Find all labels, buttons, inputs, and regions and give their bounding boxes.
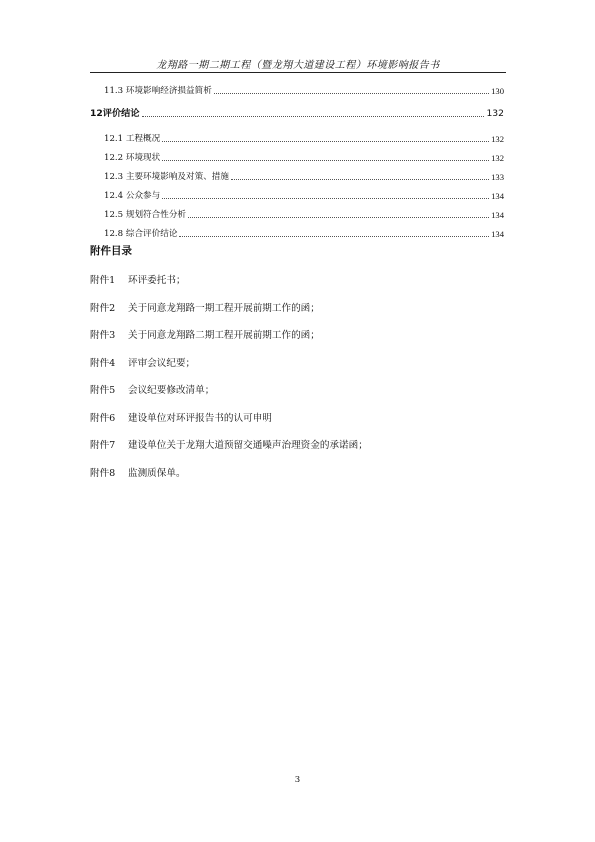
toc-entry-title: 12.5 规划符合性分析 [104,210,187,220]
toc-leader-dots [231,178,489,180]
toc-entry-chapter-12[interactable] [90,107,504,121]
toc-entry-page: 134 [491,191,504,201]
toc-entry-page: 132 [491,153,504,163]
appendix-item-label: 附件6 [90,413,116,424]
appendix-item-1 [90,272,186,286]
appendix-item-label: 附件7 [90,440,116,451]
toc-entry-page: 134 [491,210,504,220]
appendix-item-text: 关于同意龙翔路二期工程开展前期工作的函； [128,330,320,341]
toc-leader-dots [162,197,489,199]
toc-leader-dots [179,235,489,237]
toc-entry-title: 12.4 公众参与 [104,191,161,201]
toc-entry-page: 134 [491,229,504,239]
appendix-item-text: 建设单位对环评报告书的认可申明 [128,413,272,424]
appendix-item-label: 附件1 [90,275,116,286]
toc-entry-11-3[interactable] [90,84,504,98]
appendix-item-label: 附件2 [90,303,116,314]
appendix-item-8 [90,465,186,479]
appendix-item-label: 附件8 [90,468,116,479]
appendix-item-label: 附件3 [90,330,116,341]
toc-entry-title: 12.1 工程概况 [104,134,161,144]
toc-entry-title: 12.2 环境现状 [104,153,161,163]
page-header: 龙翔路一期二期工程（暨龙翔大道建设工程）环境影响报告书 [156,60,440,71]
toc-entry-page: 133 [491,172,504,182]
toc-entry-12-2[interactable] [90,151,504,165]
appendix-item-label: 附件5 [90,385,116,396]
toc-entry-12-8[interactable] [90,227,504,241]
toc-entry-12-4[interactable] [90,189,504,203]
appendix-item-4 [90,355,195,369]
toc-leader-dots [162,140,489,142]
appendix-item-6 [90,410,272,424]
page-number: 3 [294,775,301,785]
appendix-item-text: 建设单位关于龙翔大道预留交通噪声治理资金的承诺函； [128,440,368,451]
appendix-item-text: 环评委托书； [128,275,186,286]
toc-leader-dots [142,115,485,117]
toc-entry-12-5[interactable] [90,208,504,222]
appendix-heading: 附件目录 [90,245,132,257]
header-rule [90,72,506,73]
toc-entry-page: 132 [486,108,504,119]
toc-entry-12-1[interactable] [90,132,504,146]
toc-leader-dots [162,159,489,161]
appendix-item-7 [90,437,368,451]
toc-entry-title: 11.3 环境影响经济损益简析 [104,86,212,96]
appendix-item-2 [90,300,320,314]
toc-entry-page: 130 [491,86,504,96]
appendix-item-text: 关于同意龙翔路一期工程开展前期工作的函； [128,303,320,314]
appendix-item-3 [90,327,320,341]
toc-entry-12-3[interactable] [90,170,504,184]
toc-leader-dots [188,216,489,218]
appendix-item-text: 评审会议纪要； [128,358,196,369]
toc-entry-page: 132 [491,134,504,144]
toc-entry-title: 12.3 主要环境影响及对策、措施 [104,172,229,182]
appendix-item-label: 附件4 [90,358,116,369]
appendix-item-5 [90,382,214,396]
toc-entry-title: 12.8 综合评价结论 [104,229,178,239]
toc-leader-dots [214,92,489,94]
appendix-item-text: 会议纪要修改清单； [128,385,215,396]
toc-entry-title: 12评价结论 [90,108,140,119]
appendix-item-text: 监测质保单。 [128,468,186,479]
